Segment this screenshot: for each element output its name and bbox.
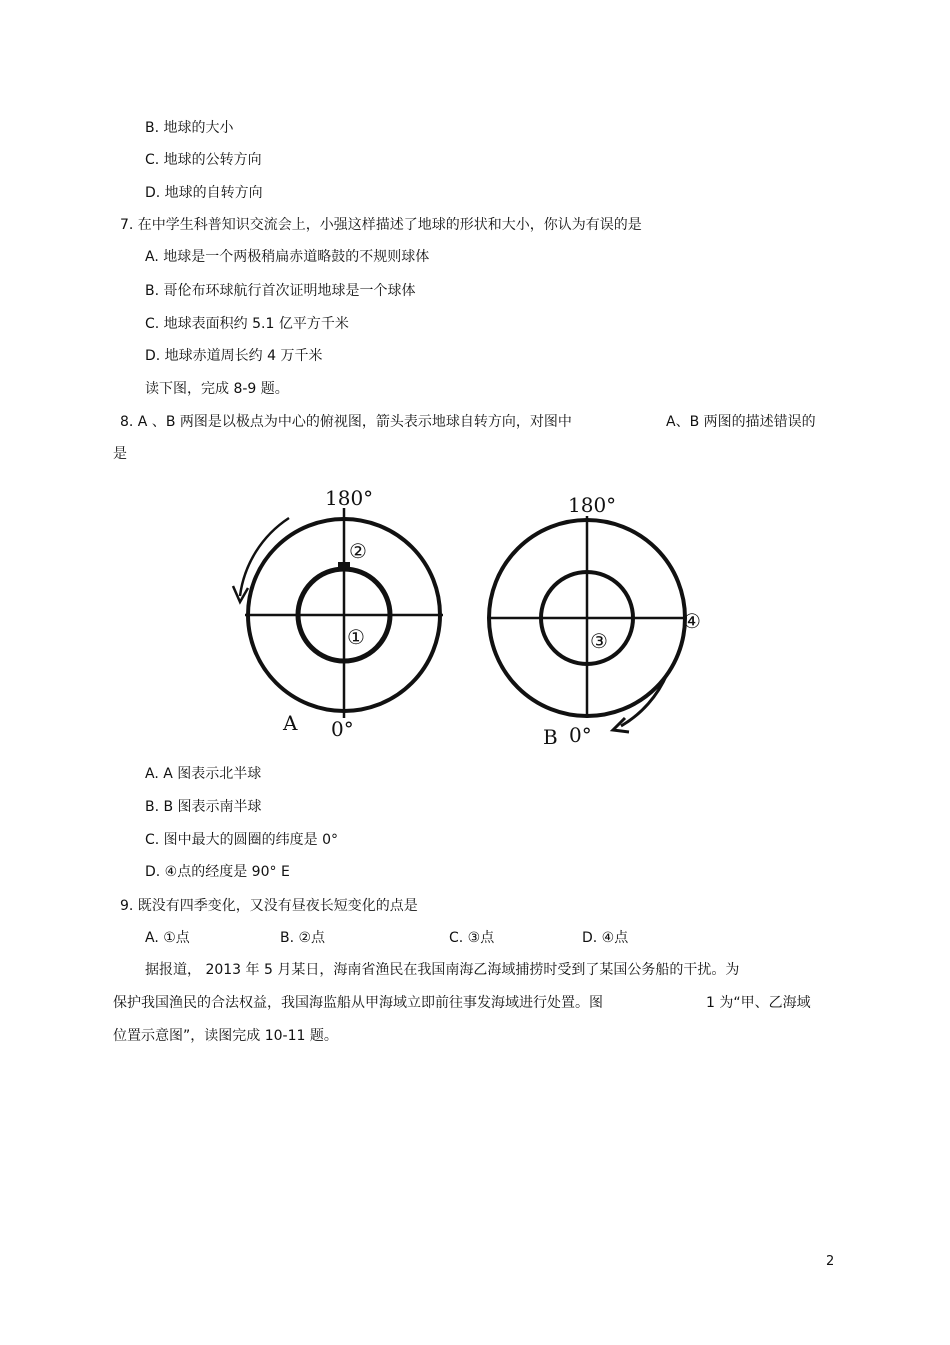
figure-a-point-1: ① xyxy=(347,625,365,649)
q7-option-c: C. 地球表面积约 5.1 亿平方千米 xyxy=(145,316,349,332)
figure-a-label-0: 0° xyxy=(331,717,354,741)
q7-option-d: D. 地球赤道周长约 4 万千米 xyxy=(145,348,323,364)
figure-a-label-180: 180° xyxy=(325,486,374,510)
polar-view-diagram xyxy=(225,478,725,756)
figure-b-label-0: 0° xyxy=(569,723,592,747)
q8-option-c: C. 图中最大的圆圈的纬度是 0° xyxy=(145,832,339,848)
q9-option-b: B. ②点 xyxy=(280,930,326,946)
q6-option-d: D. 地球的自转方向 xyxy=(145,185,263,201)
q8-stem-right: A、B 两图的描述错误的 xyxy=(666,414,816,430)
page-number: 2 xyxy=(826,1254,835,1269)
q9-option-d: D. ④点 xyxy=(582,930,629,946)
q8-9-intro: 读下图，完成 8-9 题。 xyxy=(145,381,289,397)
report-line-2-right: 1 为“甲、乙海域 xyxy=(706,995,811,1011)
q8-option-d: D. ④点的经度是 90° E xyxy=(145,864,290,880)
q7-stem: 7. 在中学生科普知识交流会上，小强这样描述了地球的形状和大小，你认为有误的是 xyxy=(120,217,642,233)
figure-b-label-180: 180° xyxy=(568,493,617,517)
q8-option-b: B. B 图表示南半球 xyxy=(145,799,262,815)
figure-b-point-4: ④ xyxy=(683,609,701,633)
q8-stem-continued: 是 xyxy=(113,446,127,462)
figure-a xyxy=(233,508,443,718)
report-line-2-left: 保护我国渔民的合法权益，我国海监船从甲海域立即前往事发海域进行处置。图 xyxy=(113,995,603,1011)
q8-stem-left: 8. A 、B 两图是以极点为中心的俯视图，箭头表示地球自转方向，对图中 xyxy=(120,414,572,430)
figure-b xyxy=(489,516,685,732)
q9-option-a: A. ①点 xyxy=(145,930,190,946)
figure-a-rotation-arrow xyxy=(240,518,289,596)
q7-option-a: A. 地球是一个两极稍扁赤道略鼓的不规则球体 xyxy=(145,249,430,265)
report-line-3: 位置示意图”，读图完成 10-11 题。 xyxy=(113,1028,338,1044)
figure-b-letter: B xyxy=(543,725,558,749)
q9-option-c: C. ③点 xyxy=(449,930,495,946)
q8-option-a: A. A 图表示北半球 xyxy=(145,766,262,782)
figure-a-letter: A xyxy=(283,711,298,735)
figure-a-point-2: ② xyxy=(349,539,367,563)
q7-option-b: B. 哥伦布环球航行首次证明地球是一个球体 xyxy=(145,283,416,299)
figure-b-point-3: ③ xyxy=(590,629,608,653)
report-line-1: 据报道， 2013 年 5 月某日，海南省渔民在我国南海乙海域捕捞时受到了某国公务船的干扰。为 xyxy=(145,962,740,978)
q9-stem: 9. 既没有四季变化，又没有昼夜长短变化的点是 xyxy=(120,898,418,914)
q6-option-c: C. 地球的公转方向 xyxy=(145,152,262,168)
q6-option-b: B. 地球的大小 xyxy=(145,120,234,136)
